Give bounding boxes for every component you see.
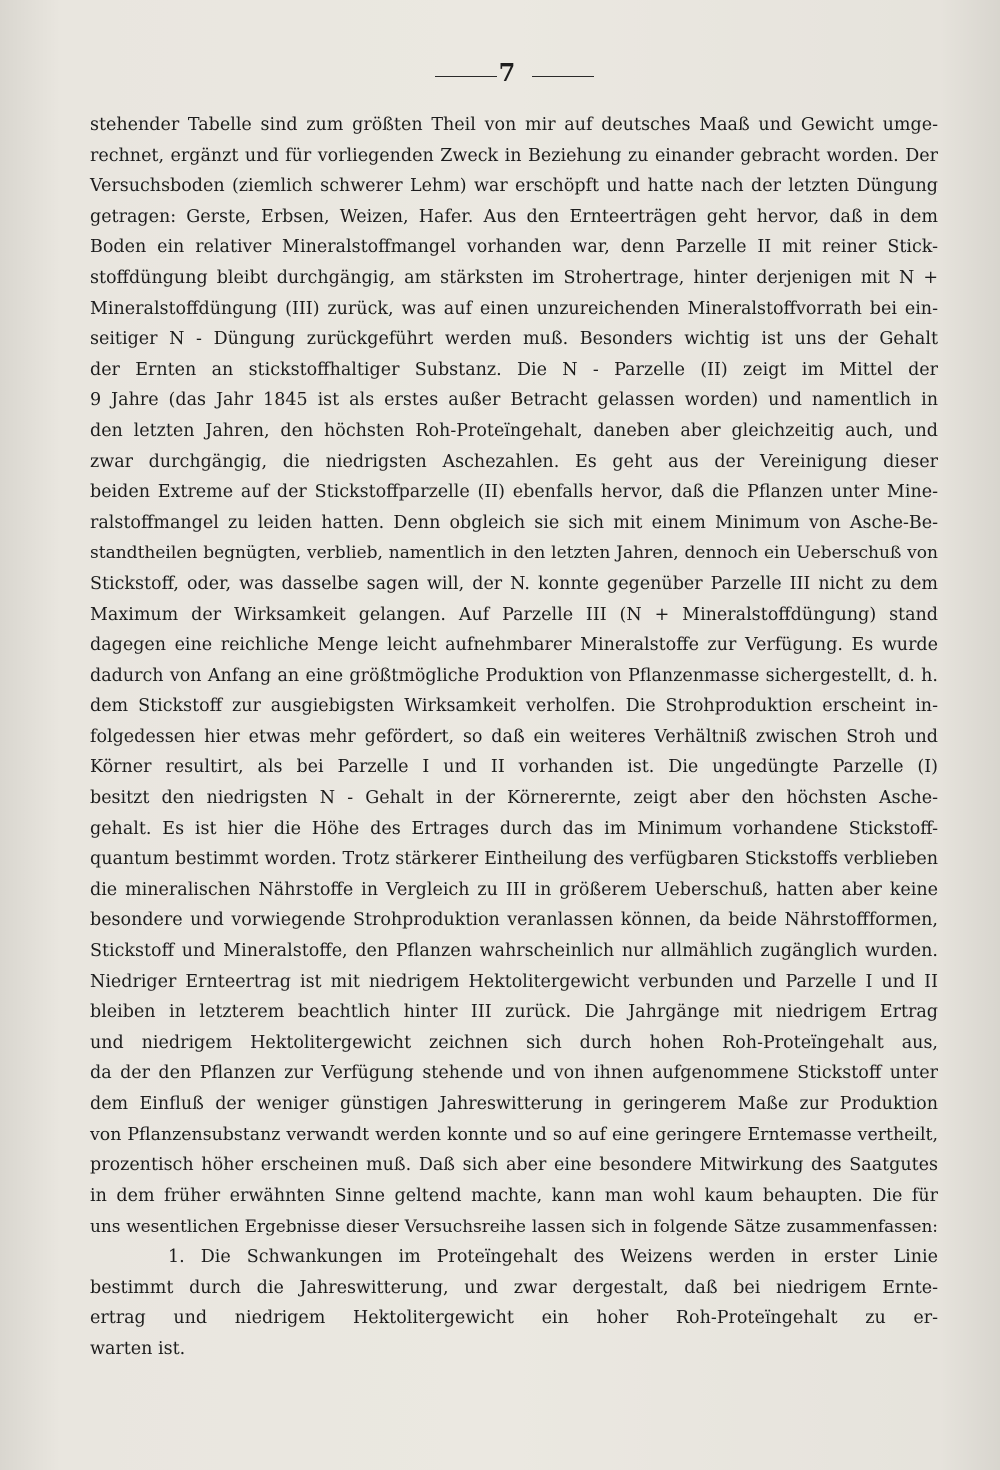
text-line: dadurch von Anfang an eine größtmögliche Produktion von Pflanzenmasse sichergestellt, d. h.	[90, 665, 938, 686]
text-line: seitiger N - Düngung zurückgeführt werden muß. Besonders wichtig ist uns der Gehalt	[90, 329, 938, 350]
text-line: Körner resultirt, als bei Parzelle I und II vorhanden ist. Die ungedüngte Parzelle (I)	[90, 757, 938, 778]
text-line: warten ist.	[90, 1338, 186, 1359]
text-line: stoffdüngung bleibt durchgängig, am stärksten im Strohertrage, hinter derjenigen mit N +	[90, 267, 938, 288]
text-line: in dem früher erwähnten Sinne geltend machte, kann man wohl kaum behaupten. Die für	[90, 1185, 938, 1206]
text-line: 1. Die Schwankungen im Proteïngehalt des Weizens werden in erster Linie	[168, 1246, 938, 1267]
text-line: besondere und vorwiegende Strohproduktion veranlassen können, da beide Nährstoffformen,	[90, 910, 938, 931]
text-line: prozentisch höher erscheinen muß. Daß sich aber eine besondere Mitwirkung des Saatgutes	[90, 1155, 938, 1176]
page-number: 7	[498, 58, 516, 87]
text-line: und niedrigem Hektolitergewicht zeichnen sich durch hohen Roh-Proteïngehalt aus,	[90, 1032, 938, 1053]
text-line: zwar durchgängig, die niedrigsten Aschezahlen. Es geht aus der Vereinigung dieser	[90, 451, 938, 472]
text-line: ralstoffmangel zu leiden hatten. Denn obgleich sie sich mit einem Minimum von Asche-Be-	[90, 512, 938, 533]
text-line: Maximum der Wirksamkeit gelangen. Auf Parzelle III (N + Mineralstoffdüngung) stand	[90, 604, 938, 625]
text-line: dem Stickstoff zur ausgiebigsten Wirksamkeit verholfen. Die Strohproduktion erscheint in-	[90, 696, 938, 717]
text-line: die mineralischen Nährstoffe in Vergleich zu III in größerem Ueberschuß, hatten aber keine	[90, 879, 938, 900]
text-line: von Pflanzensubstanz verwandt werden konnte und so auf eine geringere Erntemasse vertheilt,	[90, 1124, 938, 1145]
text-line: Stickstoff und Mineralstoffe, den Pflanzen wahrscheinlich nur allmählich zugänglich wurden.	[90, 941, 938, 962]
text-line: Versuchsboden (ziemlich schwerer Lehm) war erschöpft und hatte nach der letzten Düngung	[90, 176, 938, 197]
text-line: stehender Tabelle sind zum größten Theil von mir auf deutsches Maaß und Gewicht umge-	[90, 115, 938, 135]
body-text	[90, 110, 938, 1364]
text-line: gehalt. Es ist hier die Höhe des Ertrages durch das im Minimum vorhandene Stickstoff-	[90, 818, 938, 839]
text-line: den letzten Jahren, den höchsten Roh-Proteïngehalt, daneben aber gleichzeitig auch, und	[90, 420, 938, 441]
text-line: Mineralstoffdüngung (III) zurück, was auf einen unzureichenden Mineralstoffvorrath bei ein-	[90, 298, 938, 319]
header-rule-right	[532, 76, 594, 77]
text-line: rechnet, ergänzt und für vorliegenden Zweck in Beziehung zu einander gebracht worden. Der	[90, 145, 938, 166]
text-line: quantum bestimmt worden. Trotz stärkerer Eintheilung des verfügbaren Stickstoffs verblieben	[90, 849, 938, 870]
header-rule-left	[435, 76, 497, 77]
text-line: der Ernten an stickstoffhaltiger Substanz. Die N - Parzelle (II) zeigt im Mittel der	[90, 359, 938, 380]
text-line: besitzt den niedrigsten N - Gehalt in der Körnerernte, zeigt aber den höchsten Asche-	[90, 788, 938, 809]
text-line: da der den Pflanzen zur Verfügung stehende und von ihnen aufgenommene Stickstoff unter	[90, 1063, 938, 1084]
text-line: uns wesentlichen Ergebnisse dieser Versuchsreihe lassen sich in folgende Sätze zusammenfassen:	[90, 1216, 938, 1237]
text-line: beiden Extreme auf der Stickstoffparzelle (II) ebenfalls hervor, daß die Pflanzen unter Mine-	[90, 482, 938, 503]
text-line: Stickstoff, oder, was dasselbe sagen will, der N. konnte gegenüber Parzelle III nicht zu dem	[90, 573, 938, 594]
text-line: bleiben in letzterem beachtlich hinter III zurück. Die Jahrgänge mit niedrigem Ertrag	[90, 1002, 938, 1023]
text-line: bestimmt durch die Jahreswitterung, und zwar dergestalt, daß bei niedrigem Ernte-	[90, 1277, 938, 1298]
text-line: folgedessen hier etwas mehr gefördert, so daß ein weiteres Verhältniß zwischen Stroh und	[90, 726, 938, 747]
text-line: dagegen eine reichliche Menge leicht aufnehmbarer Mineralstoffe zur Verfügung. Es wurde	[90, 635, 938, 656]
page-header	[0, 58, 1000, 98]
text-line: Boden ein relativer Mineralstoffmangel vorhanden war, denn Parzelle II mit reiner Stick-	[90, 237, 938, 258]
text-line: Niedriger Ernteertrag ist mit niedrigem Hektolitergewicht verbunden und Parzelle I und II	[90, 971, 938, 992]
text-line: ertrag und niedrigem Hektolitergewicht ein hoher Roh-Proteïngehalt zu er-	[90, 1308, 938, 1329]
text-line: 9 Jahre (das Jahr 1845 ist als erstes außer Betracht gelassen worden) und namentlich in	[90, 390, 938, 411]
text-line: dem Einfluß der weniger günstigen Jahreswitterung in geringerem Maße zur Produktion	[90, 1094, 938, 1114]
text-line: standtheilen begnügten, verblieb, namentlich in den letzten Jahren, dennoch ein Ueberschuß von	[90, 543, 938, 564]
text-line: getragen: Gerste, Erbsen, Weizen, Hafer. Aus den Ernteerträgen geht hervor, daß in dem	[90, 206, 938, 227]
